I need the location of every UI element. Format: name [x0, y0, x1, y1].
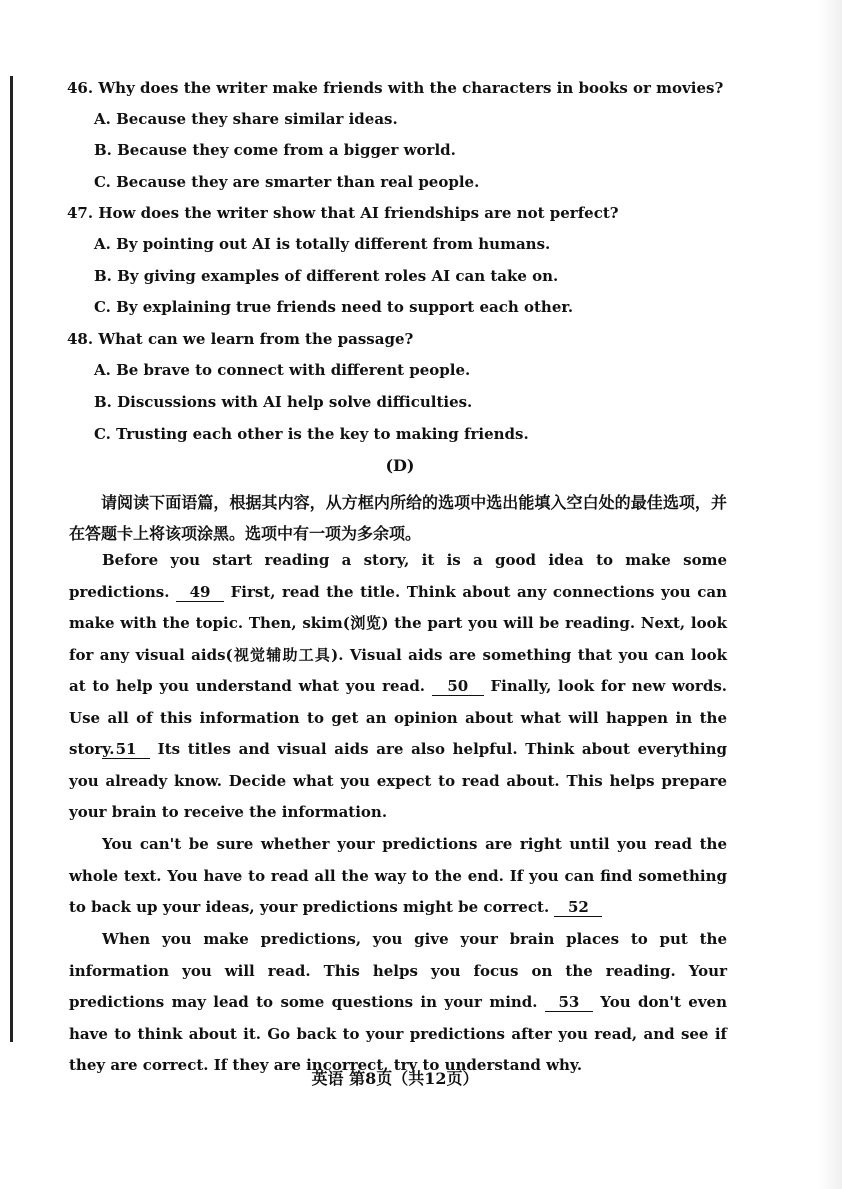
page-footer: 英语 第8页（共12页） [311, 1069, 479, 1088]
question-46-option-a: A. Because they share similar ideas. [94, 110, 398, 128]
question-48-option-b: B. Discussions with AI help solve difficulties. [94, 393, 473, 411]
paragraph-1-text-before: Before you start reading a story, it is a good idea to make some predictions. [69, 551, 727, 601]
question-46-option-c: C. Because they are smarter than real people. [94, 173, 480, 191]
paragraph-1-text-after: Finally, look for new words. Use all of this information to get an opinion about what will happen in the story. [69, 677, 727, 758]
question-47-option-c: C. By explaining true friends need to support each other. [94, 298, 574, 316]
question-48-stem: 48. What can we learn from the passage? [67, 330, 414, 348]
paragraph-3-text: You can't be sure whether your predictions are right until you read the whole text. You have to read all the way to the end. If you can find something to back up your ideas, your predictions might be correct. [69, 835, 727, 916]
question-48-option-a: A. Be brave to connect with different people. [94, 361, 471, 379]
page-edge-shadow [818, 0, 842, 1189]
paragraph-4-text-before: When you make predictions, you give your brain places to put the information you will read. This helps you focus on the reading. Your predictions may lead to some questions in your mind. [69, 930, 727, 1011]
paragraph-4-text-after: You don't even have to think about it. Go back to your predictions after you read, and see if they are correct. If they are incorrect, try to understand why. [69, 993, 727, 1074]
paragraph-1-text-middle: First, read the title. Think about any connections you can make with the topic. Then, skim(浏览) the part you will be reading. Next, look for any visual aids(视觉辅助工具). Visual aids are something that you can look at to help you understand what you read. [69, 582, 727, 695]
blank-49: 49 [176, 584, 224, 602]
section-d-title: (D) [385, 456, 415, 475]
section-d-instructions: 请阅读下面语篇，根据其内容，从方框内所给的选项中选出能填入空白处的最佳选项，并在答题卡上将该项涂黑。选项中有一项为多余项。 [69, 493, 727, 543]
passage-paragraph-3 [69, 829, 727, 924]
passage-paragraph-1 [69, 545, 727, 766]
question-46-stem: 46. Why does the writer make friends with the characters in books or movies? [67, 79, 724, 97]
question-47-stem: 47. How does the writer show that AI friendships are not perfect? [67, 204, 619, 222]
binding-margin-line [10, 76, 13, 1042]
question-48-option-c: C. Trusting each other is the key to making friends. [94, 425, 529, 443]
passage-paragraph-4 [69, 924, 727, 1082]
blank-53: 53 [545, 994, 593, 1012]
question-47-option-a: A. By pointing out AI is totally different from humans. [94, 235, 551, 253]
question-47-option-b: B. By giving examples of different roles AI can take on. [94, 267, 559, 285]
question-46-option-b: B. Because they come from a bigger world. [94, 141, 456, 159]
passage-paragraph-2 [69, 734, 727, 829]
blank-51: 51 [102, 741, 150, 759]
blank-50: 50 [432, 678, 484, 696]
paragraph-2-text: Its titles and visual aids are also helpful. Think about everything you already know. Decide what you expect to read about. This helps prepare your brain to receive the information. [69, 740, 727, 821]
blank-52: 52 [554, 899, 602, 917]
